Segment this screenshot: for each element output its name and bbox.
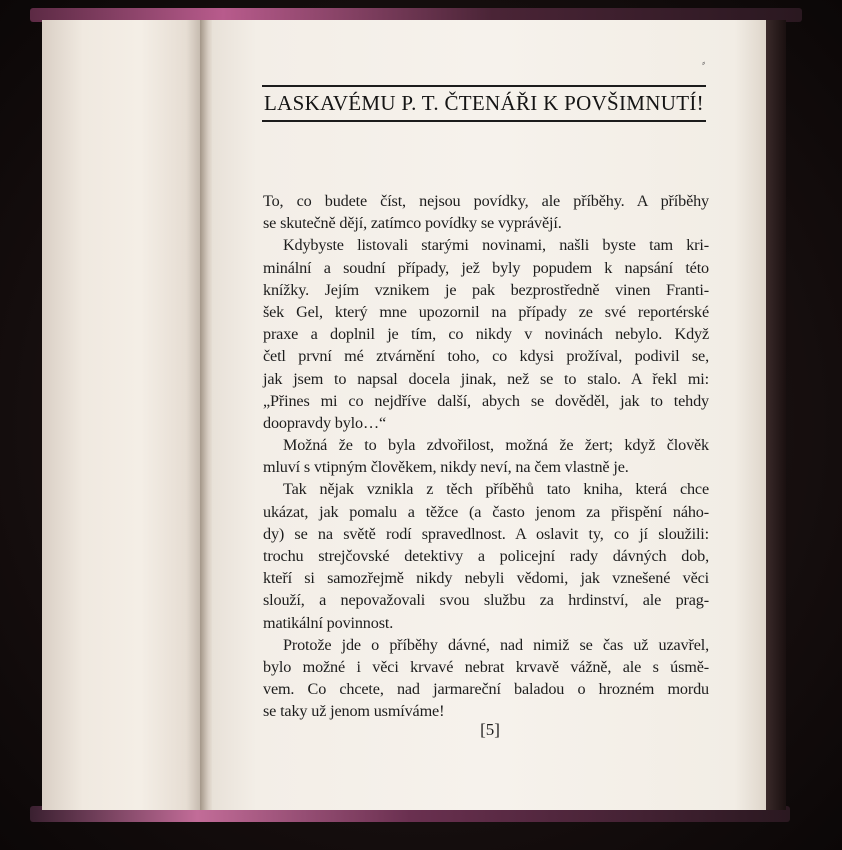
page-number: [5] <box>480 720 500 739</box>
text-line: „Přines mi co nejdříve další, abych se dověděl, jak to tehdy <box>263 391 709 410</box>
text-line: praxe a doplnil je tím, co nikdy v novinách nebylo. Když <box>263 325 709 344</box>
page-edge-shadow <box>766 20 786 810</box>
text-line: To, co budete číst, nejsou povídky, ale příběhy. A příběhy <box>263 192 709 210</box>
text-line: četl první mé ztvárnění toho, co kdysi prožíval, podivil se, <box>263 347 709 366</box>
text-line: se skutečně dějí, zatímco povídky se vyprávějí. <box>263 214 562 233</box>
text-line: knížky. Jejím vznikem je pak bezprostředně vinen Franti- <box>263 280 709 299</box>
text-line: Kdybyste listovali starými novinami, našli byste tam kri- <box>283 236 709 255</box>
text-line: slouží, a nepovažovali svou službu za hrdinství, ale prag- <box>263 591 709 610</box>
text-line: bylo možné i věci krvavé nebrat krvavě vážně, ale s úsmě- <box>263 657 709 676</box>
paper-speck: ⸗ <box>702 58 706 69</box>
text-line: jak jsem to napsal docela jinak, než se to stalo. A řekl mi: <box>263 369 709 388</box>
text-line: kteří si samozřejmě nikdy nebyli vědomi, jak vznešené věci <box>263 569 709 588</box>
text-line: matikální povinnost. <box>263 613 394 632</box>
text-line: mluví s vtipným člověkem, nikdy neví, na čem vlastně je. <box>263 458 629 477</box>
text-line: doopravdy bylo…“ <box>263 413 387 432</box>
left-page <box>42 20 206 810</box>
heading-rule-top <box>262 85 706 87</box>
text-line: trochu strejčovské detektivy a policejní rady dávných dob, <box>263 547 709 565</box>
text-line: ukázat, jak pomalu a těžce (a často jenom za přispění náho- <box>263 502 709 521</box>
heading-rule-bottom <box>262 120 706 122</box>
text-line: Tak nějak vznikla z těch příběhů tato kniha, která chce <box>283 480 709 499</box>
text-line: se taky už jenom usmíváme! <box>263 702 445 721</box>
text-line: vem. Co chcete, nad jarmareční baladou o hrozném mordu <box>263 680 709 699</box>
text-line: minální a soudní případy, jež byly popudem k napsání této <box>263 258 709 277</box>
text-line: Možná že to byla zdvořilost, možná že žert; když člověk <box>283 436 709 455</box>
text-line: dy) se na světě rodí spravedlnost. A oslavit ty, co jí sloužili: <box>263 524 709 543</box>
text-line: šek Gel, který mne upozornil na případy ze své reportérské <box>263 302 709 321</box>
text-line: Protože jde o příběhy dávné, nad nimiž se čas už uzavřel, <box>283 635 709 654</box>
body-text <box>263 190 709 723</box>
chapter-heading: LASKAVÉMU P. T. ČTENÁŘI K POVŠIMNUTÍ! <box>264 91 704 115</box>
